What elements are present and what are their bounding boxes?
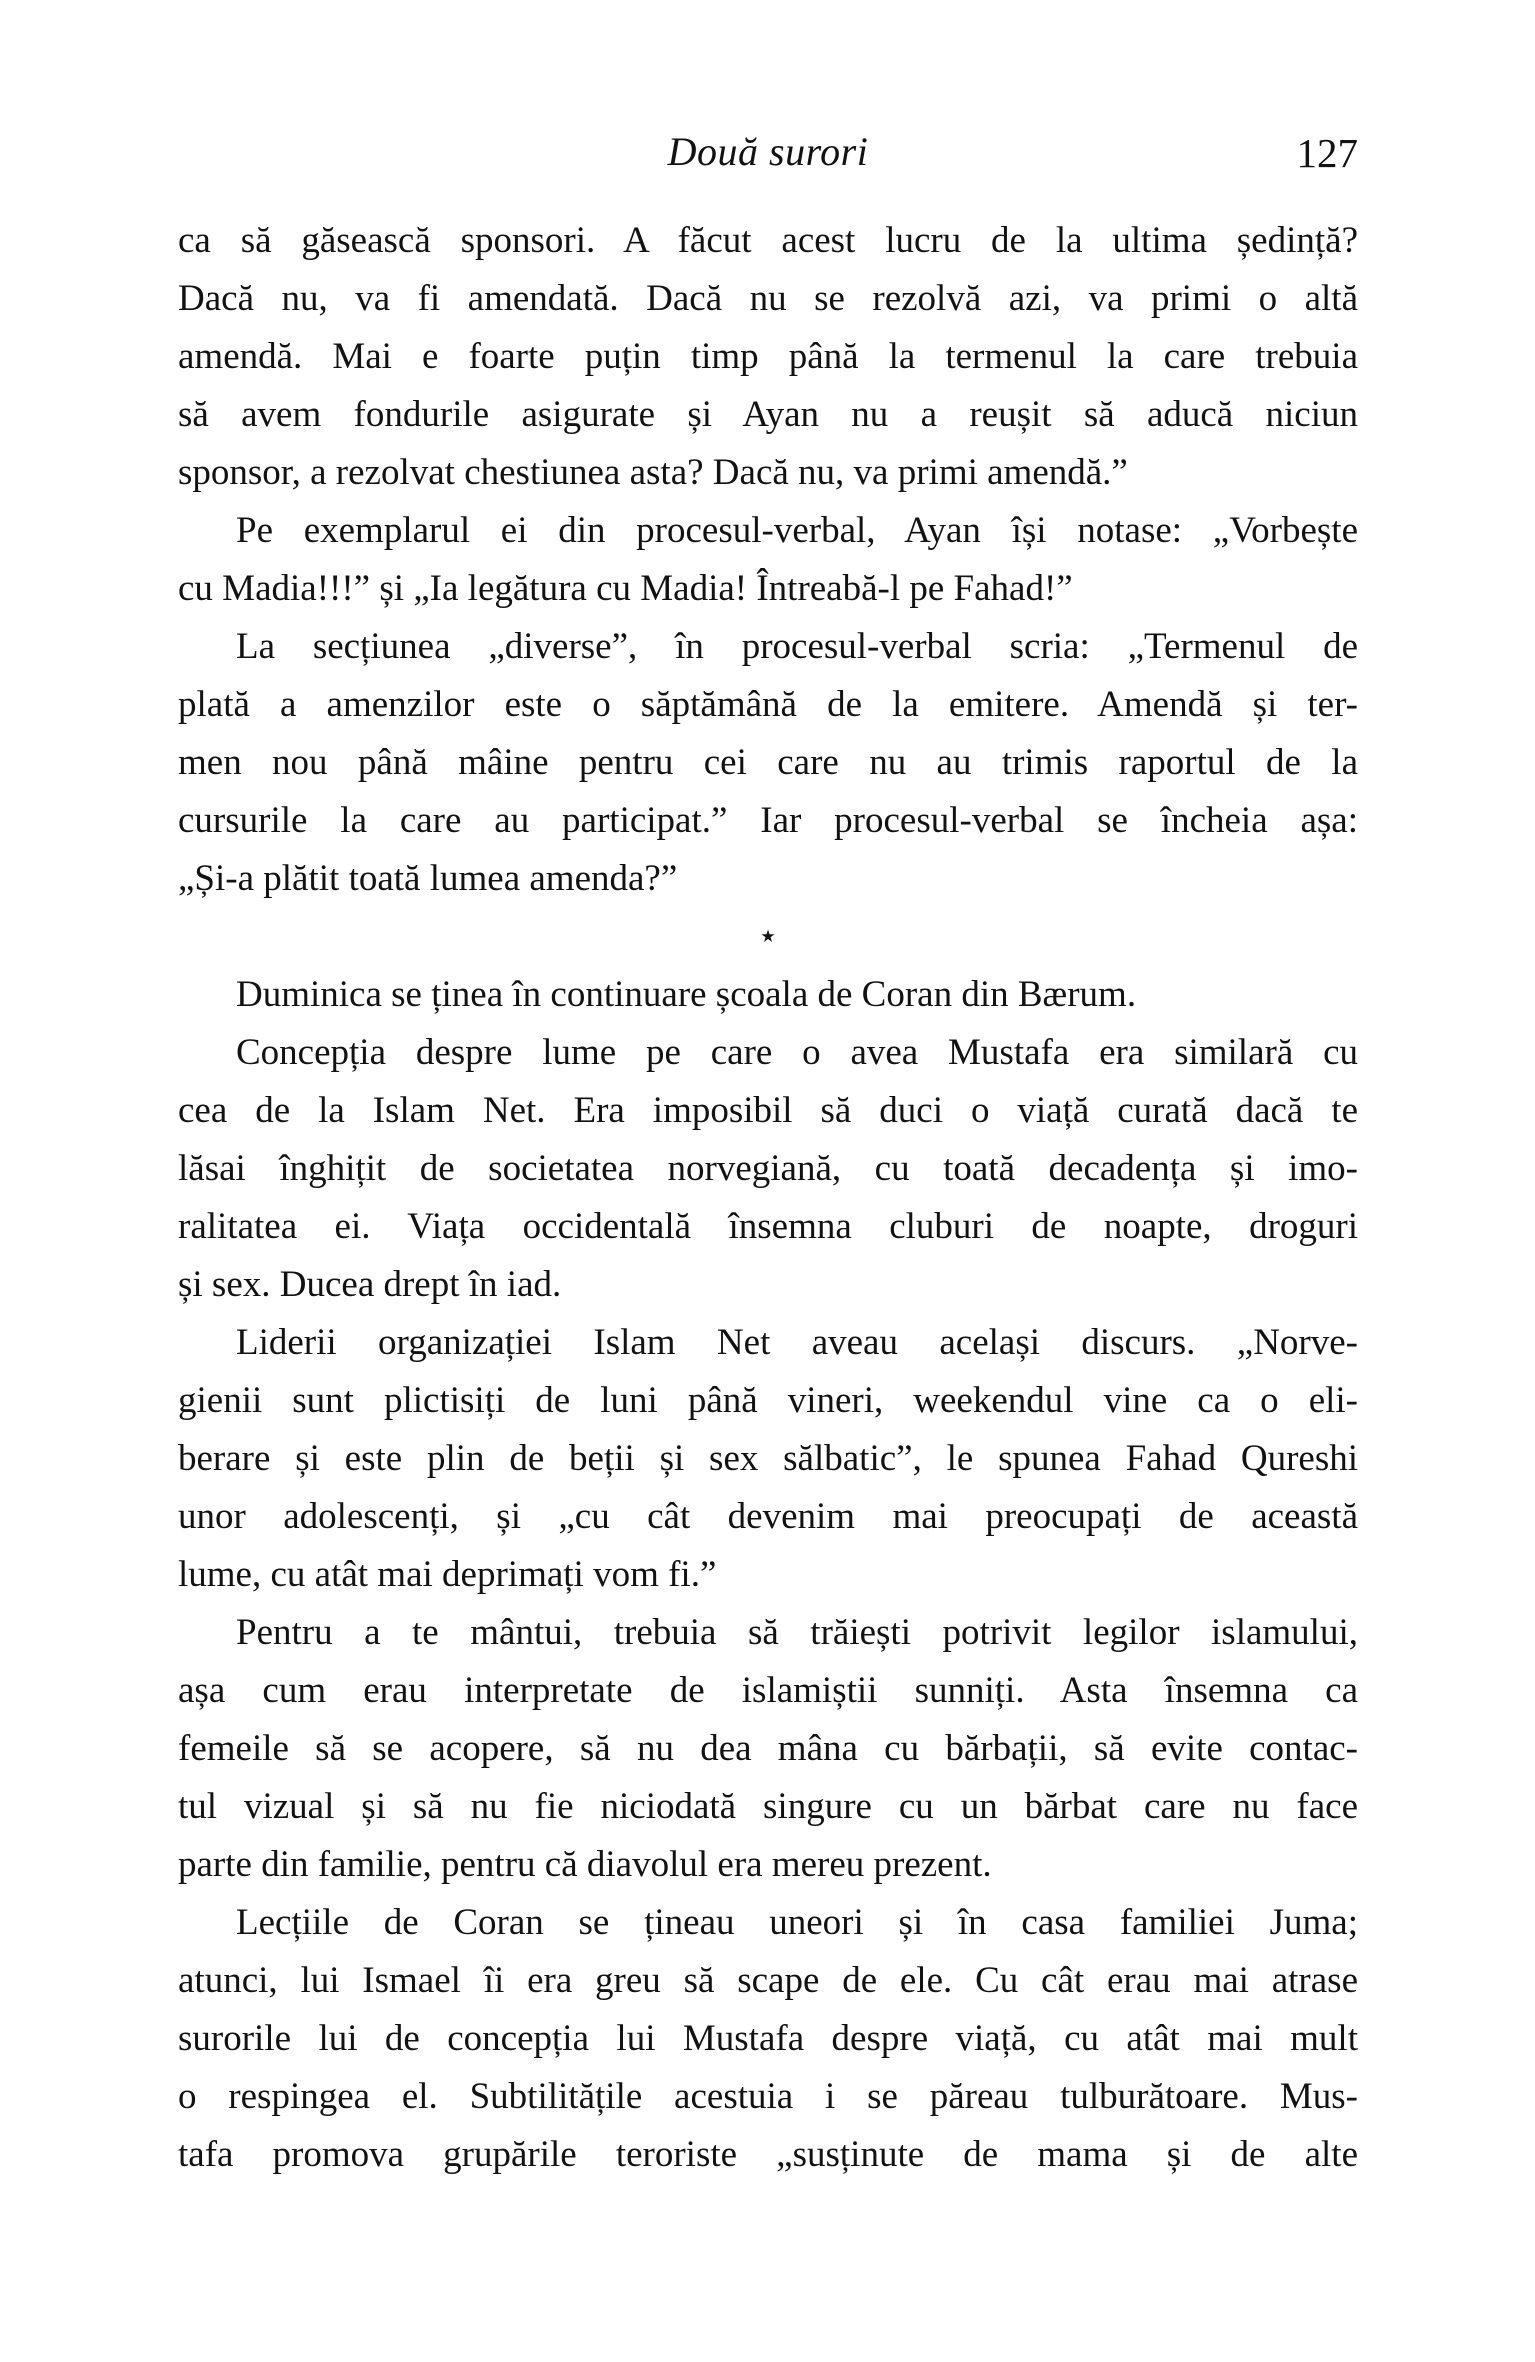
text-line: sponsor, a rezolvat chestiunea asta? Dacă nu, va primi amendă.” — [178, 452, 1128, 493]
text-line: cursurile la care au participat.” Iar procesul-verbal se încheia așa: — [178, 800, 1358, 841]
text-line: Pe exemplarul ei din procesul-verbal, Ayan își notase: „Vorbește — [236, 510, 1358, 551]
paragraph — [178, 1894, 1358, 2184]
text-line: men nou până mâine pentru cei care nu au trimis raportul de la — [178, 742, 1358, 783]
text-line: berare și este plin de beții și sex sălbatic”, le spunea Fahad Qureshi — [178, 1438, 1358, 1479]
text-line: cu Madia!!!” și „Ia legătura cu Madia! Întreabă-l pe Fahad!” — [178, 568, 1073, 609]
text-line: tafa promova grupările teroriste „susținute de mama și de alte — [178, 2134, 1358, 2175]
text-line: lăsai înghițit de societatea norvegiană, cu toată decadența și imo- — [178, 1148, 1358, 1189]
text-line: ralitatea ei. Viața occidentală însemna cluburi de noapte, droguri — [178, 1206, 1358, 1247]
text-line: așa cum erau interpretate de islamiștii sunniți. Asta însemna ca — [178, 1670, 1358, 1711]
text-line: ca să găsească sponsori. A făcut acest lucru de la ultima ședință? — [178, 220, 1358, 261]
text-line: plată a amenzilor este o săptămână de la emitere. Amendă și ter- — [178, 684, 1358, 725]
text-line: unor adolescenți, și „cu cât devenim mai preocupați de această — [178, 1496, 1358, 1537]
text-line: lume, cu atât mai deprimați vom fi.” — [178, 1554, 717, 1595]
text-line: Pentru a te mântui, trebuia să trăiești potrivit legilor islamului, — [236, 1612, 1358, 1653]
paragraph — [178, 212, 1358, 502]
text-line: femeile să se acopere, să nu dea mâna cu bărbații, să evite contac- — [178, 1728, 1358, 1769]
separator-star: ⋆ — [757, 918, 779, 955]
text-line: amendă. Mai e foarte puțin timp până la termenul la care trebuia — [178, 336, 1358, 377]
text-line: gienii sunt plictisiți de luni până vineri, weekendul vine ca o eli- — [178, 1380, 1358, 1421]
paragraph — [178, 1604, 1358, 1894]
paragraph — [178, 618, 1358, 908]
text-line: „Și-a plătit toată lumea amenda?” — [178, 858, 678, 899]
text-line: cea de la Islam Net. Era imposibil să duci o viață curată dacă te — [178, 1090, 1358, 1131]
text-line: Concepția despre lume pe care o avea Mustafa era similară cu — [236, 1032, 1358, 1073]
text-line: Lecțiile de Coran se țineau uneori și în casa familiei Juma; — [236, 1902, 1358, 1943]
body-text — [178, 212, 1358, 2184]
text-line: Liderii organizației Islam Net aveau același discurs. „Norve- — [236, 1322, 1358, 1363]
paragraph — [178, 966, 1358, 1024]
text-line: La secțiunea „diverse”, în procesul-verbal scria: „Termenul de — [236, 626, 1358, 667]
text-line: să avem fondurile asigurate și Ayan nu a reușit să aducă niciun — [178, 394, 1358, 435]
chapter-title: Două surori — [667, 129, 869, 174]
text-line: tul vizual și să nu fie niciodată singure cu un bărbat care nu face — [178, 1786, 1358, 1827]
text-line: o respingea el. Subtilitățile acestuia i se păreau tulburătoare. Mus- — [178, 2076, 1358, 2117]
text-line: Duminica se ținea în continuare școala de Coran din Bærum. — [236, 974, 1137, 1015]
paragraph — [178, 502, 1358, 618]
text-line: surorile lui de concepția lui Mustafa despre viață, cu atât mai mult — [178, 2018, 1358, 2059]
paragraph — [178, 1024, 1358, 1314]
text-line: parte din familie, pentru că diavolul era mereu prezent. — [178, 1844, 992, 1885]
running-header — [178, 126, 1358, 178]
page-number: 127 — [1296, 130, 1358, 176]
text-line: și sex. Ducea drept în iad. — [178, 1264, 562, 1305]
paragraph — [178, 1314, 1358, 1604]
text-line: atunci, lui Ismael îi era greu să scape de ele. Cu cât erau mai atrase — [178, 1960, 1358, 2001]
text-line: Dacă nu, va fi amendată. Dacă nu se rezolvă azi, va primi o altă — [178, 278, 1358, 319]
